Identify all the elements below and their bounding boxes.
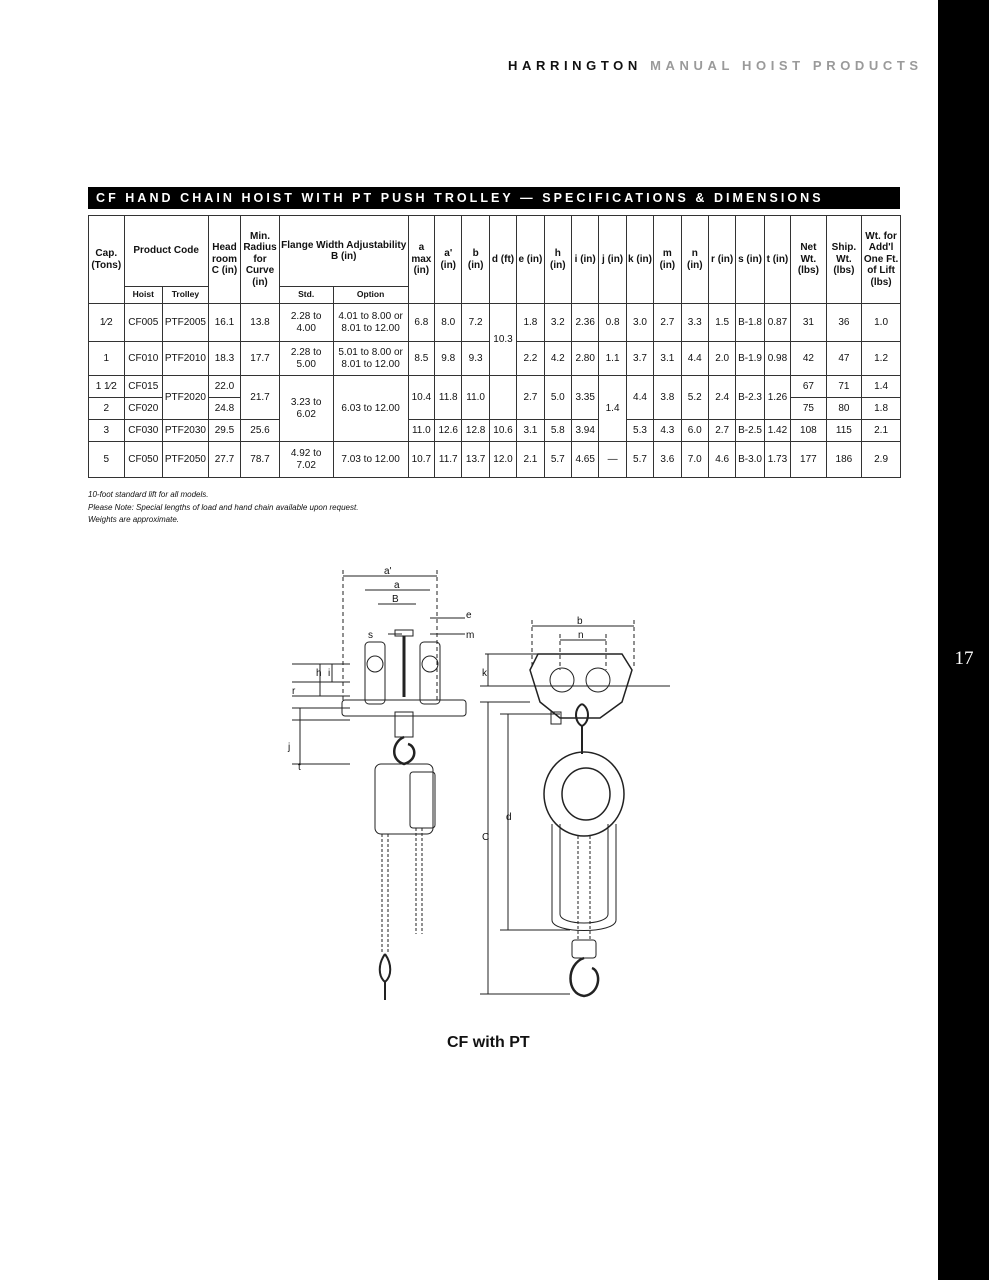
note-weights: Weights are approximate. [88, 515, 180, 524]
label-s: s [368, 630, 373, 641]
header-e: e (in) [517, 216, 544, 304]
header-n: n (in) [681, 216, 708, 304]
header-i: i (in) [572, 216, 599, 304]
header-ship-wt: Ship. Wt. (lbs) [826, 216, 862, 304]
header-min-radius: Min. Radius for Curve (in) [241, 216, 280, 304]
table-row: 2 CF020 24.8 75 80 1.8 [89, 398, 901, 420]
header-t: t (in) [764, 216, 790, 304]
header-r: r (in) [708, 216, 735, 304]
table-row: 3 CF030 PTF2030 29.5 25.6 11.0 12.6 12.8 10.6 3.1 5.8 3.94 5.3 4.3 6.0 2.7 B-2.5 1.42 108 115 2.1 [89, 420, 901, 442]
label-a-prime: a' [384, 566, 392, 577]
label-d: d [506, 812, 512, 823]
note-special-lengths: Please Note: Special lengths of load and hand chain available upon request. [88, 502, 359, 512]
label-b-flange: B [392, 594, 399, 605]
label-r: r [292, 686, 296, 697]
table-row: 5 CF050 PTF2050 27.7 78.7 4.92 to 7.02 7.03 to 12.00 10.7 11.7 13.7 12.0 2.1 5.7 4.65 — 5.7 3.6 7.0 4.6 B-3.0 1.73 177 186 2.9 [89, 442, 901, 478]
header-headroom: Head room C (in) [208, 216, 240, 304]
label-m: m [466, 630, 475, 641]
specs-table [88, 215, 901, 478]
running-header [508, 58, 923, 73]
header-a: a max (in) [408, 216, 434, 304]
header-addl-wt: Wt. for Add'l One Ft. of Lift (lbs) [862, 216, 901, 304]
label-a: a [394, 580, 400, 591]
header-k: k (in) [626, 216, 653, 304]
header-option: Option [333, 287, 408, 304]
header-s: s (in) [736, 216, 764, 304]
label-j: j [288, 742, 291, 753]
label-i: i [328, 668, 331, 679]
header-std: Std. [279, 287, 333, 304]
label-e: e [466, 610, 472, 621]
header-m: m (in) [654, 216, 681, 304]
side-bar [938, 0, 989, 1280]
header-flange: Flange Width Adjustability B (in) [279, 216, 408, 287]
header-j: j (in) [599, 216, 626, 304]
header-hoist: Hoist [124, 287, 163, 304]
header-h: h (in) [544, 216, 571, 304]
hoist-dimension-drawing [270, 562, 670, 1012]
table-notes [88, 489, 358, 527]
table-row: 1 1⁄2 CF015 PTF2020 22.0 21.7 3.23 to 6.02 6.03 to 12.00 10.4 11.8 11.0 2.7 5.0 3.35 1.4 4.4 3.8 5.2 2.4 B-2.3 1.26 67 71 1.4 [89, 376, 901, 398]
header-a-prime: a' (in) [435, 216, 462, 304]
label-k: k [482, 668, 487, 679]
label-n: n [578, 630, 584, 641]
page-number: 17 [954, 648, 974, 669]
label-h: h [316, 668, 322, 679]
header-d: d (ft) [489, 216, 516, 304]
label-t: t [298, 762, 301, 773]
header-net-wt: Net Wt. (lbs) [791, 216, 827, 304]
header-product-code: Product Code [124, 216, 208, 287]
table-row: 1⁄2 CF005 PTF2005 16.1 13.8 2.28 to 4.00 4.01 to 8.00 or 8.01 to 12.00 6.8 8.0 7.2 10.3 1.8 3.2 2.36 0.8 3.0 2.7 3.3 1.5 B-1.8 0.87 31 36 1.0 [89, 304, 901, 342]
header-b: b (in) [462, 216, 489, 304]
brand-name: HARRINGTON [508, 58, 642, 73]
header-cap: Cap. (Tons) [89, 216, 125, 304]
diagram-caption: CF with PT [447, 1034, 530, 1051]
label-c: C [482, 832, 490, 843]
label-b: b [577, 616, 583, 627]
note-standard-lift: 10-foot standard lift for all models. [88, 490, 209, 499]
section-title: CF HAND CHAIN HOIST WITH PT PUSH TROLLEY — SPECIFICATIONS & DIMENSIONS [88, 187, 900, 209]
table-row: 1 CF010 PTF2010 18.3 17.7 2.28 to 5.00 5.01 to 8.00 or 8.01 to 12.00 8.5 9.8 9.3 2.2 4.2 2.80 1.1 3.7 3.1 4.4 2.0 B-1.9 0.98 42 47 1.2 [89, 342, 901, 376]
header-subtitle: MANUAL HOIST PRODUCTS [650, 58, 923, 73]
header-trolley: Trolley [163, 287, 209, 304]
